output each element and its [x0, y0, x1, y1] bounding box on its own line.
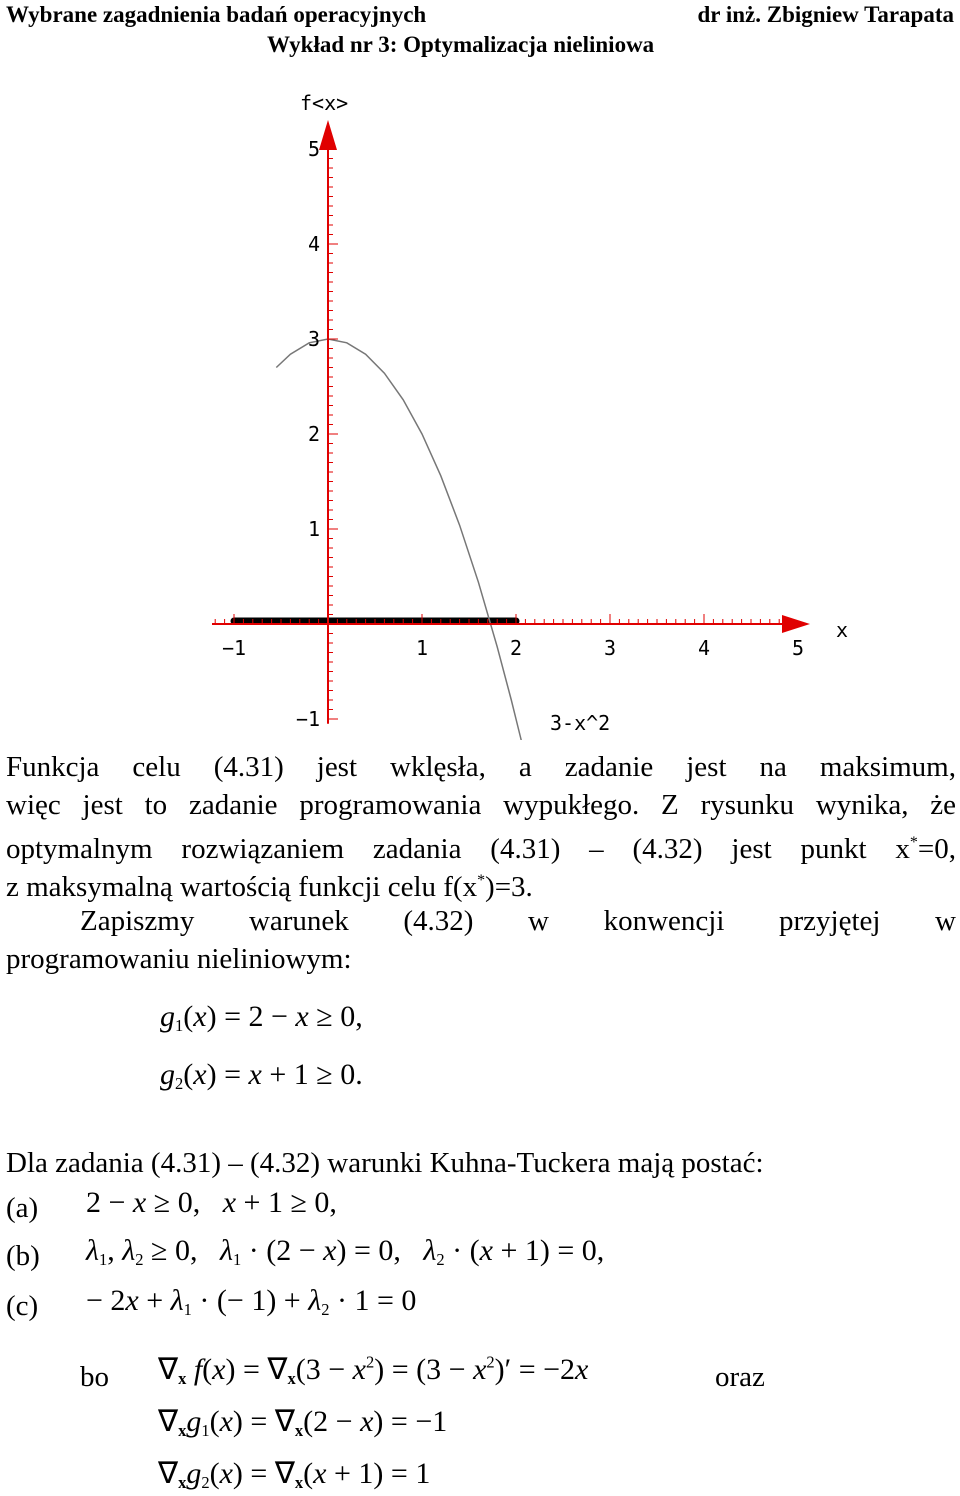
- kkt-b: $\lambda_1$, $\lambda_2 \ge 0$, $\lambda_1 \cdot (2 - x) = 0$, $\lambda_2 \cdot (x + 1) = 0$,: [86, 1234, 605, 1269]
- y-tick-label: −1: [295, 707, 320, 731]
- grad-g1: $\nabla_xg_1(x) = \nabla_x(2 - x) = -1$: [158, 1405, 448, 1440]
- bo-word: bo: [80, 1361, 109, 1393]
- x-tick-label: 1: [415, 636, 429, 660]
- paragraph-1d: [6, 862, 956, 906]
- paragraph-1d-end: )=3.: [485, 871, 533, 904]
- author-name: dr inż. Zbigniew Tarapata: [697, 2, 954, 27]
- paragraph-2b: programowaniu nieliniowym:: [6, 943, 352, 975]
- y-axis-label: f<x>: [300, 91, 349, 115]
- constraint-g1: $g_1(x) = 2 - x \ge 0$,: [160, 1000, 363, 1035]
- y-axis-arrow: [319, 120, 337, 150]
- oraz-word: oraz: [715, 1361, 765, 1393]
- x-tick-label: 4: [697, 636, 711, 660]
- paragraph-2a: Zapiszmy warunek (4.32) w konwencji przyjętej w: [80, 905, 956, 937]
- constraint-g2: $g_2(x) = x + 1 \ge 0$.: [160, 1058, 363, 1093]
- paragraph-1d-text: z maksymalną wartością funkcji celu f(x: [6, 871, 478, 904]
- paragraph-1c-end: =0,: [917, 833, 956, 866]
- kkt-c: − $2x + \lambda_1$ · (− $1) + \lambda_2 \cdot 1 = 0$: [86, 1284, 417, 1319]
- x-tick-label: −1: [221, 636, 247, 660]
- x-axis-arrow: [782, 615, 810, 633]
- function-plot: [0, 80, 960, 740]
- x-tick-label: 3: [603, 636, 617, 660]
- label-c: (c): [6, 1290, 39, 1322]
- function-label: 3-x^2: [550, 711, 611, 735]
- lecture-title: Wykład nr 3: Optymalizacja nieliniowa: [267, 32, 655, 57]
- course-title: Wybrane zagadnienia badań operacyjnych: [6, 2, 427, 27]
- y-tick-label: 1: [307, 517, 320, 541]
- y-tick-label: 5: [307, 137, 320, 161]
- y-tick-label: 4: [307, 232, 320, 256]
- x-tick-label: 2: [509, 636, 523, 660]
- paragraph-3: Dla zadania (4.31) – (4.32) warunki Kuhna-Tuckera mają postać:: [6, 1147, 764, 1179]
- paragraph-1b: więc jest to zadanie programowania wypukłego. Z rysunku wynika, że: [6, 789, 956, 821]
- y-tick-label: 3: [307, 327, 320, 351]
- kkt-a: 2 − x ≥ 0, x + 1 ≥ 0,: [86, 1186, 337, 1219]
- label-a: (a): [6, 1192, 39, 1224]
- paragraph-1a: Funkcja celu (4.31) jest wklęsła, a zadanie jest na maksimum,: [6, 751, 956, 783]
- star-sup-2: *: [477, 872, 486, 889]
- paragraph-1c-text: optymalnym rozwiązaniem zadania (4.31) – (4.32) jest punkt x: [6, 833, 910, 866]
- y-tick-label: 2: [307, 422, 320, 446]
- grad-g2: $\nabla_xg_2(x) = \nabla_x(x + 1) = 1$: [158, 1457, 431, 1492]
- star-sup: *: [909, 834, 918, 851]
- grad-f: $\nabla_x$ $f(x) = \nabla_x(3 - x^2) = (3 - x^2)' = -2x$: [158, 1352, 589, 1388]
- x-tick-label: 5: [791, 636, 805, 660]
- x-axis-label: x: [836, 618, 849, 642]
- label-b: (b): [6, 1240, 40, 1272]
